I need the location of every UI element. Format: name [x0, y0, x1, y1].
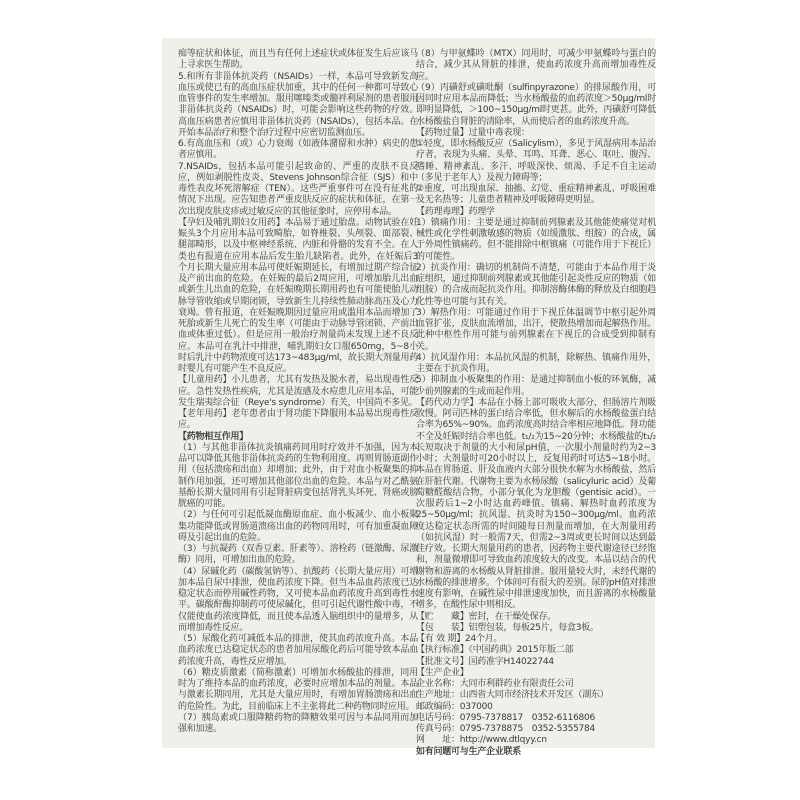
manufacturer-website: 网 址：http://www.dtlqyy.cn	[416, 735, 547, 746]
manufacturer-postcode: 邮政编码：037000	[416, 701, 493, 712]
interaction-item-8: （8）与甲氨蝶呤（MTX）同用时，可减少甲氨蝶呤与蛋白的结合，减少其从肾脏的排泄，使血药浓度升高而增加毒性反应。	[416, 49, 656, 82]
interaction-item-7: （7）胰岛素或口服降糖药物的降糖效果可因与本品同用而加强和加速。	[178, 712, 418, 734]
interaction-item-2: （2）与任何可引起低凝血酶原血症、血小板减少、血小板聚集功能降低或胃肠道溃疡出血的药物同用时，可有加重凝血障碍及引起出血的危险。	[178, 510, 418, 543]
overdose-mild: ①轻度，即水杨酸反应（Salicylism），多见于风湿病用本品治疗者，表现为头痛、头晕、耳鸣、耳聋、恶心、呕吐、腹泻、嗜睡、精神紊乱、多汗、呼吸深快、烦渴、手足不自主运动（多见于老年人）及视力障碍等；	[416, 139, 656, 183]
section-geriatric-use: 【老年用药】老年患者由于肾功能下降服用本品易出现毒性反应。	[178, 409, 418, 431]
paragraph-hypertension-warning: 5.和所有非甾体抗炎药（NSAIDs）一样，本品可导致新发高血压或使已有的高血压症状加重，其中的任何一种都可导致心血管事件的发生率增加。服用噻嗪类或髓袢利尿剂的患者服用非甾体抗炎药（NSAIDs）时，可能会影响这些药物的疗效。高血压病患者应慎用非甾体抗炎药（NSAIDs），包括本品。在开始本品治疗和整个治疗过程中应密切监测血压。	[178, 71, 418, 138]
pharmacology-anti-inflammatory: 2）抗炎作用：确切的机制尚不清楚，可能由于本品作用于炎症组织，通过抑制前列腺素或其他能引起炎性反应的物质（如组胺）的合成而起抗炎作用。抑制溶酶体酶的释放及白细胞趋化性等也可能与其有关。	[416, 262, 656, 307]
heading-drug-interactions: 【药物相互作用】	[178, 431, 249, 442]
manufacturer-address: 生产地址：山西省大同市经济技术开发区（湖东）	[416, 690, 609, 701]
field-shelf-life: 【有 效 期】24个月。	[416, 634, 503, 644]
manufacturer-name: 企业名称：大同市利群药业有限责任公司	[416, 679, 574, 689]
manufacturer-fax: 传真号码：0795-7378875 0352-5355784	[416, 724, 595, 734]
overdose-severe: ②重度，可出现血尿、抽搐、幻觉、重症精神紊乱、呼吸困难及无名热等；儿童患者精神及呼吸障碍更明显。	[416, 184, 656, 206]
pharmacology-antipyretic: 3）解热作用：可能通过作用于下视丘体温调节中枢引起外周血管扩张，皮肤血流增加，出汗，使散热增加而起解热作用。此种中枢性作用可能与前列腺素在下视丘的合成受到抑制有关。	[416, 307, 656, 352]
interaction-item-3: （3）与抗凝药（双香豆素、肝素等）、溶栓药（链激酶、尿激酶）同用，可增加出血的危险。	[178, 544, 418, 566]
paragraph-symptoms-warning: 痴等症状和体征，而且当有任何上述症状或体征发生后应该马上寻求医生帮助。	[178, 49, 418, 71]
field-storage: 【贮 藏】密封，在干燥处保存。	[416, 611, 557, 622]
interaction-item-4: （4）尿碱化药（碳酸氢钠等）、抗酸药（长期大量应用）可增加本品自尿中排泄，使血药浓度下降。但当本品血药浓度已达稳定状态而停用碱性药物，又可使本品血药浓度升高到毒性水平。碳酸酐酶抑制药可使尿碱化，但可引起代谢性酸中毒，不仅能使血药浓度降低，而且使本品透入脑组织中的量增多，从而增加毒性反应。	[178, 566, 418, 633]
field-standard: 【执行标准】《中国药典》2015年版二部	[416, 645, 574, 656]
section-pharmacokinetics: 【药代动力学】本品在小肠上部可吸收大部分，但肠溶片剂吸收慢。阿司匹林的蛋白结合率低，但水解后的水杨酸盐蛋白结合率为65%~90%。血药浓度高时结合率相应地降低。肾功能不全及妊娠时结合率也低。t₁/₂为15~20分钟；水杨酸盐的t₁/₂长短取决于剂量的大小和尿pH值，一次服小剂量时约为2~3小时；大剂量时可20小时以上，反复用药时可达5~18小时。本品在胃肠道、肝及血液内大部分很快水解为水杨酸盐，然后在肝脏代谢。代谢物主要为水杨尿酸（salicyluric acid）及葡萄糖醛酸结合物，小部分氧化为龙胆酸（gentisic acid）。一次服药后1~2小时达血药峰值。镇痛、解热时血药浓度为25~50μg/ml；抗风湿、抗炎时为150~300μg/ml。血药浓度达稳定状态所需的时间随每日剂量而增加，在大剂量用药（如抗风湿）时一般需7天，但需2~3周或更长时间以达到最佳疗效。长期大剂量用药的患者，因药物主要代谢途径已经饱和，剂量微增即可导致血药浓度较大的改变。本品以结合的代谢物和游离的水杨酸从肾脏排泄。服用量较大时，未经代谢的水杨酸的排泄增多。个体间可有很大的差别。尿的pH值对排泄速度有影响，在碱性尿中排泄速度加快，而且游离的水杨酸量增多，在酸性尿中则相反。	[416, 397, 656, 611]
interaction-item-6: （6）糖皮质激素（简称激素）可增加水杨酸盐的排泄，同用时为了维持本品的血药浓度，必要时应增加本品的剂量。本品与激素长期同用，尤其是大量应用时，有增加胃肠溃疡和出血的危险性。为此，目前临床上不主张将此二种药物同时应用。	[178, 667, 418, 712]
pharmacology-antiplatelet: 5）抑制血小板聚集的作用：是通过抑制血小板的环氧酶，减少前列腺素的生成而起作用。	[416, 375, 656, 397]
field-packaging: 【包 装】铝塑包装，每板25片，每盒3板。	[416, 622, 599, 633]
paragraph-heart-failure-caution: 6.有高血压和（或）心力衰竭（如液体潴留和水肿）病史的患者应慎用。	[178, 139, 418, 161]
section-overdose: 【药物过量】过量中毒表现：	[416, 127, 530, 138]
paragraph-skin-reactions: 7.NSAIDs，包括本品可能引起致命的、严重的皮肤不良反应，例如剥脱性皮炎、Stevens Johnson综合征（SJS）和中毒性表皮坏死溶解症（TEN）。这些严重事件可在没有征兆的情况下出现。应告知患者严重皮肤反应的症状和体征，在第一次出现皮肤皮疹或过敏反应的其他征象时，应停用本品。	[178, 161, 418, 217]
contact-notice: 如有问题可与生产企业联系	[416, 746, 522, 757]
interaction-item-1: （1）与其他非甾体抗炎镇痛药同用时疗效并不加强，因为本品可以降低其他非甾体抗炎药的生物利用度。再则胃肠道副作用（包括溃疡和出血）却增加；此外，由于对血小板聚集的抑制作用加强，还可增加其他部位出血的危险。本品与对乙酰氨基酚长期大量同用有引起肾脏病变包括肾乳头坏死、肾癌或膀胱癌的可能。	[178, 442, 418, 509]
interaction-item-9: （9）丙磺舒或磺吡酮（sulfinpyrazone）的排尿酸作用，可因同时应用本品而降低；当水杨酸盐的血药浓度＞50μg/ml时即明显降低，＞100~150μg/ml时更甚。此外，丙磺舒可降低水杨酸盐自肾脏的清除率，从而使后者的血药浓度升高。	[416, 82, 656, 127]
field-manufacturer-heading: 【生产企业】	[416, 667, 469, 678]
interaction-item-5: （5）尿酸化药可减低本品的排泄，使其血药浓度升高。本品血药浓度已达稳定状态的患者加用尿酸化药后可能导致本品血药浓度升高，毒性反应增加。	[178, 634, 418, 667]
section-pediatric-use: 【儿童用药】小儿患者，尤其有发热及脱水者，易出现毒性反应。急性发热性疾病，尤其是流感及水痘患儿应用本品，可能发生瑞夷综合征（Reye's syndrome）有关，中国尚不多见。	[178, 375, 418, 408]
leaflet-right-column	[416, 49, 656, 758]
leaflet-left-column	[178, 49, 418, 735]
manufacturer-phone: 电话号码：0795-7378817 0352-6116806	[416, 712, 595, 723]
pharmacology-analgesic: 1）镇痛作用：主要是通过抑制前列腺素及其他能使痛觉对机械性或化学性刺激敏感的物质（如缓激肽、组胺）的合成，属于外周性镇痛药。但不能排除中枢镇痛（可能作用于下视丘）的可能性。	[416, 217, 656, 262]
field-approval-number: 【批准文号】国药准字H14022744	[416, 656, 554, 667]
section-pregnancy-lactation: 【孕妇及哺乳期妇女用药】本品易于通过胎盘。动物试验在妊娠头3个月应用本品可致畸胎，如脊椎裂、头颅裂、面部裂、腿部畸形，以及中枢神经系统、内脏和骨骼的发育不全。在人类也有报道在应用本品后发生胎儿缺陷者。此外，在妊娠后3个月长期大量应用本品可使妊娠期延长，有增加过期产综合征及产前出血的危险。在妊娠的最后2周应用，可增加胎儿出血或新生儿出血的危险，在妊娠晚期长期用药也有可能使胎儿动脉导管收缩或早期闭锁，导致新生儿持续性肺动脉高压及心力衰竭。曾有报道，在妊娠晚期因过量应用或滥用本品而增加了死胎或新生儿死亡的发生率（可能由于动脉导管闭锁、产前出血或体重过低）。但是应用一般治疗剂量尚未发现上述不良反应。本品可在乳汁中排泄，哺乳期妇女口服650mg，5~8小时后乳汁中药物浓度可达173~483μg/ml，故长期大剂量用药时婴儿有可能产生不良反应。	[178, 217, 418, 374]
pharmacology-antirheumatic: 4）抗风湿作用：本品抗风湿的机制，除解热、镇痛作用外，主要在于抗炎作用。	[416, 352, 656, 374]
section-pharmacology: 【药理毒理】药理学	[416, 206, 495, 217]
